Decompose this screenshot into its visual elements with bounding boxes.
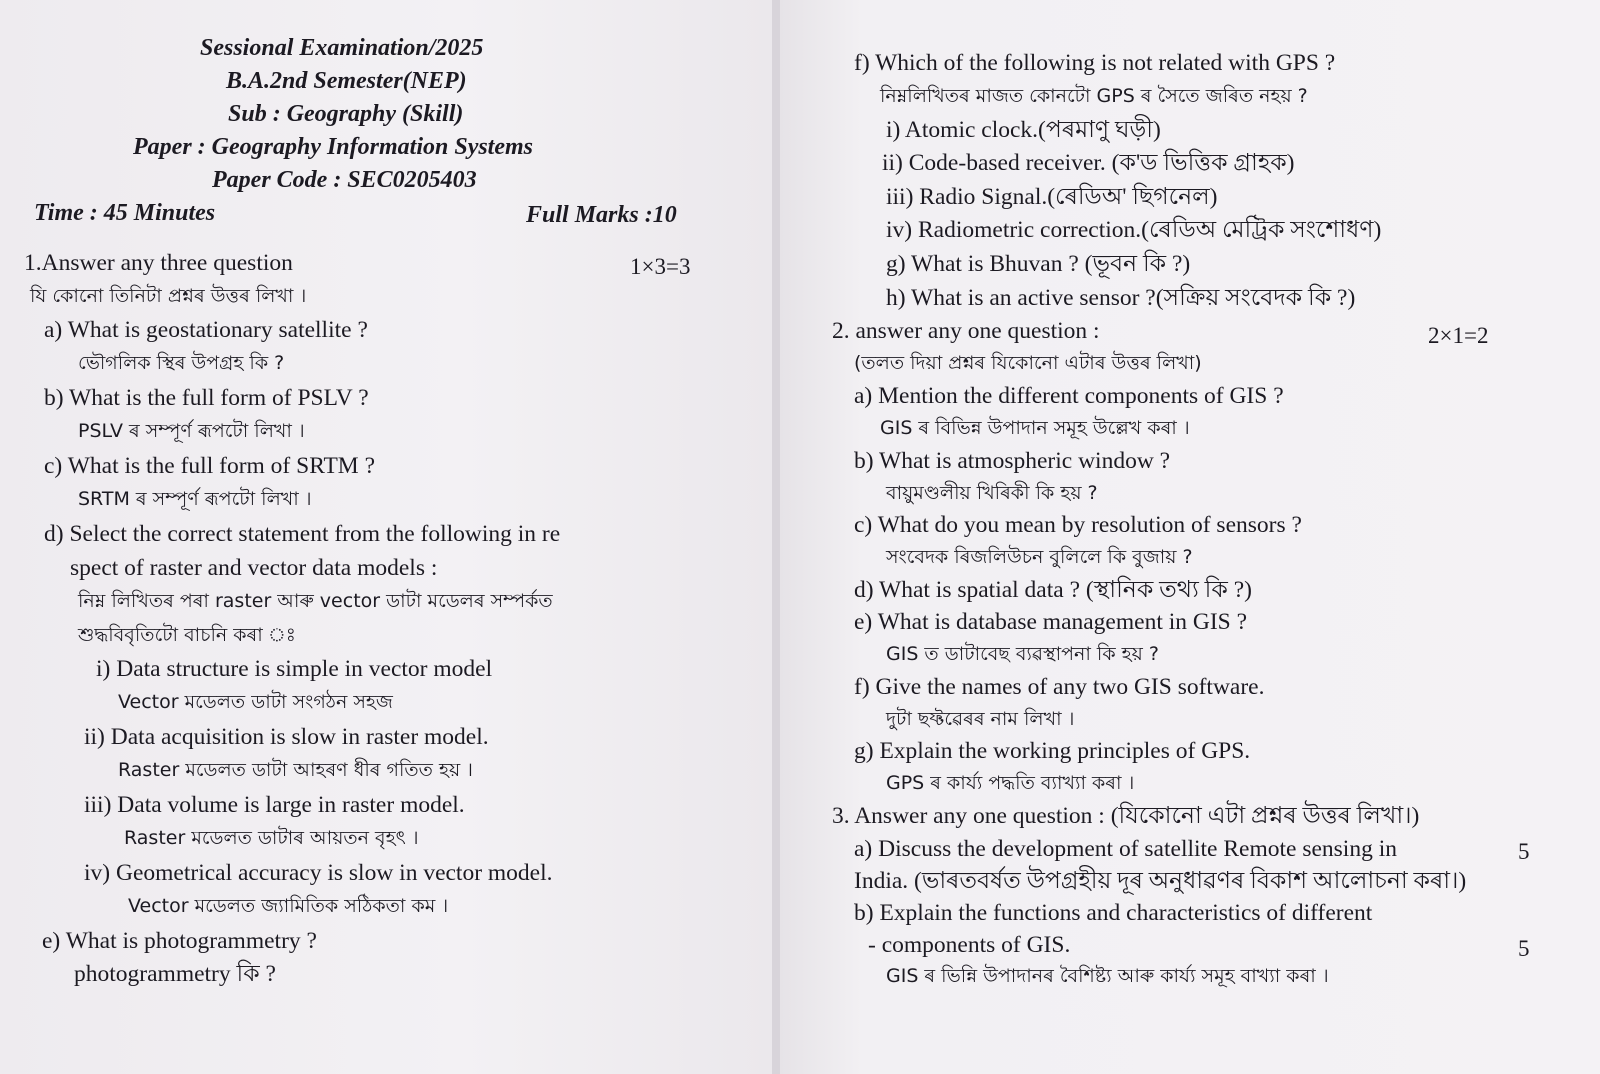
q3-b-marks: 5 xyxy=(1518,936,1530,961)
q3-a-line1: a) Discuss the development of satellite Remote sensing in xyxy=(854,836,1397,862)
q1-heading: 1.Answer any three question xyxy=(24,250,293,276)
q2-a-bn: GIS ৰ বিভিন্ন উপাদান সমূহ উল্লেখ কৰা । xyxy=(880,417,1190,439)
q3-b-line1: b) Explain the functions and characteristics of different xyxy=(854,900,1373,926)
q1-d-bn2: শুদ্ধবিবৃতিটো বাচনি কৰা ঃ xyxy=(78,624,296,646)
q2-a: a) Mention the different components of GIS ? xyxy=(854,383,1284,409)
q2-f-bn: দুটা ছফ্টৱেৰৰ নাম লিখা । xyxy=(886,708,1075,730)
q1-f: f) Which of the following is not related with GPS ? xyxy=(854,50,1336,76)
q3-heading: 3. Answer any one question : (যিকোনো এটা প্ৰশ্নৰ উত্তৰ লিখা।) xyxy=(832,803,1420,829)
q1-f-bn: নিম্নলিখিতৰ মাজত কোনটো GPS ৰ সৈতে জৰিত নহয় ? xyxy=(880,85,1308,107)
q1-d-option-iv: iv) Geometrical accuracy is slow in vector model. xyxy=(84,860,553,886)
paper-name: Paper : Geography Information Systems xyxy=(133,134,534,160)
q2-d: d) What is spatial data ? (স্থানিক তথ্য কি ?) xyxy=(854,577,1252,603)
paper-code: Paper Code : SEC0205403 xyxy=(212,167,477,193)
q1-marks: 1×3=3 xyxy=(630,254,691,279)
q1-d-option-i-bn: Vector মডেলত ডাটা সংগঠন সহজ xyxy=(118,691,393,713)
q1-d-option-iii-bn: Raster মডেলত ডাটাৰ আয়তন বৃহৎ । xyxy=(124,827,419,849)
q1-d-line2: spect of raster and vector data models : xyxy=(70,555,438,581)
q1-a-bn: ভৌগলিক স্থিৰ উপগ্ৰহ কি ? xyxy=(78,352,285,374)
page-gutter xyxy=(772,0,780,1074)
q1-f-option-iv: iv) Radiometric correction.(ৰেডিঅ মেট্ৰিক সংশোধণ) xyxy=(886,217,1382,243)
q2-b-bn: বায়ুমণ্ডলীয় খিৰিকী কি হয় ? xyxy=(886,482,1098,504)
q2-c: c) What do you mean by resolution of sensors ? xyxy=(854,512,1302,538)
q1-a: a) What is geostationary satellite ? xyxy=(44,317,368,343)
full-marks: Full Marks :10 xyxy=(526,202,677,228)
q2-e-bn: GIS ত ডাটাবেছ ব্যৱস্থাপনা কি হয় ? xyxy=(886,643,1159,665)
q3-a-line2: India. (ভাৰতবৰ্ষত উপগ্ৰহীয় দূৰ অনুধাৱণৰ বিকাশ আলোচনা কৰা।) xyxy=(854,868,1467,894)
left-page xyxy=(0,0,772,1074)
q1-f-option-ii: ii) Code-based receiver. (ক'ড ভিত্তিক গ্ৰাহক) xyxy=(882,150,1295,176)
q2-b: b) What is atmospheric window ? xyxy=(854,448,1171,474)
q2-e: e) What is database management in GIS ? xyxy=(854,609,1248,635)
q1-b: b) What is the full form of PSLV ? xyxy=(44,385,369,411)
q2-c-bn: সংবেদক ৰিজলিউচন বুলিলে কি বুজায় ? xyxy=(886,546,1193,568)
q1-e: e) What is photogrammetry ? xyxy=(42,928,317,954)
q1-heading-bn: যি কোনো তিনিটা প্ৰশ্নৰ উত্তৰ লিখা । xyxy=(30,285,307,307)
q1-d-option-i: i) Data structure is simple in vector model xyxy=(96,656,493,682)
q3-b-line2: - components of GIS. xyxy=(868,932,1071,958)
q1-f-option-iii: iii) Radio Signal.(ৰেডিঅ' ছিগনেল) xyxy=(886,184,1218,210)
q1-b-bn: PSLV ৰ সম্পূৰ্ণ ৰূপটো লিখা । xyxy=(78,420,305,442)
q1-d-option-ii: ii) Data acquisition is slow in raster model. xyxy=(84,724,489,750)
right-page xyxy=(780,0,1600,1074)
q2-heading-bn: (তলত দিয়া প্ৰশ্নৰ যিকোনো এটাৰ উত্তৰ লিখা) xyxy=(854,352,1202,374)
q2-g: g) Explain the working principles of GPS. xyxy=(854,738,1251,764)
q1-d-option-iii: iii) Data volume is large in raster model. xyxy=(84,792,465,818)
q3-b-bn: GIS ৰ ভিন্নি উপাদানৰ বৈশিষ্ট্য আৰু কাৰ্য্য সমূহ বাখ্যা কৰা । xyxy=(886,965,1329,987)
q1-d-line1: d) Select the correct statement from the following in re xyxy=(44,521,561,547)
q1-c: c) What is the full form of SRTM ? xyxy=(44,453,376,479)
q2-g-bn: GPS ৰ কাৰ্য্য পদ্ধতি ব্যাখ্যা কৰা । xyxy=(886,772,1135,794)
q1-e-bn: photogrammetry কি ? xyxy=(74,961,276,987)
q1-d-option-iv-bn: Vector মডেলত জ্যামিতিক সঠিকতা কম । xyxy=(128,895,449,917)
q1-h: h) What is an active sensor ?(সক্ৰিয় সংবেদক কি ?) xyxy=(886,285,1356,311)
exam-title: Sessional Examination/2025 xyxy=(200,35,484,61)
subject-name: Sub : Geography (Skill) xyxy=(228,101,464,127)
q2-heading: 2. answer any one question : xyxy=(832,318,1100,344)
q3-a-marks: 5 xyxy=(1518,839,1530,864)
q1-d-option-ii-bn: Raster মডেলত ডাটা আহৰণ ধীৰ গতিত হয় । xyxy=(118,759,473,781)
q1-g: g) What is Bhuvan ? (ভূবন কি ?) xyxy=(886,251,1191,277)
q1-f-option-i: i) Atomic clock.(পৰমাণু ঘড়ী) xyxy=(886,117,1161,143)
q1-d-bn1: নিম্ন লিখিতৰ পৰা raster আৰু vector ডাটা মডেলৰ সম্পৰ্কত xyxy=(78,590,553,612)
time-allowed: Time : 45 Minutes xyxy=(34,200,216,226)
q1-c-bn: SRTM ৰ সম্পূৰ্ণ ৰূপটো লিখা । xyxy=(78,488,312,510)
q2-f: f) Give the names of any two GIS software. xyxy=(854,674,1265,700)
course-name: B.A.2nd Semester(NEP) xyxy=(226,68,467,94)
q2-marks: 2×1=2 xyxy=(1428,323,1489,348)
